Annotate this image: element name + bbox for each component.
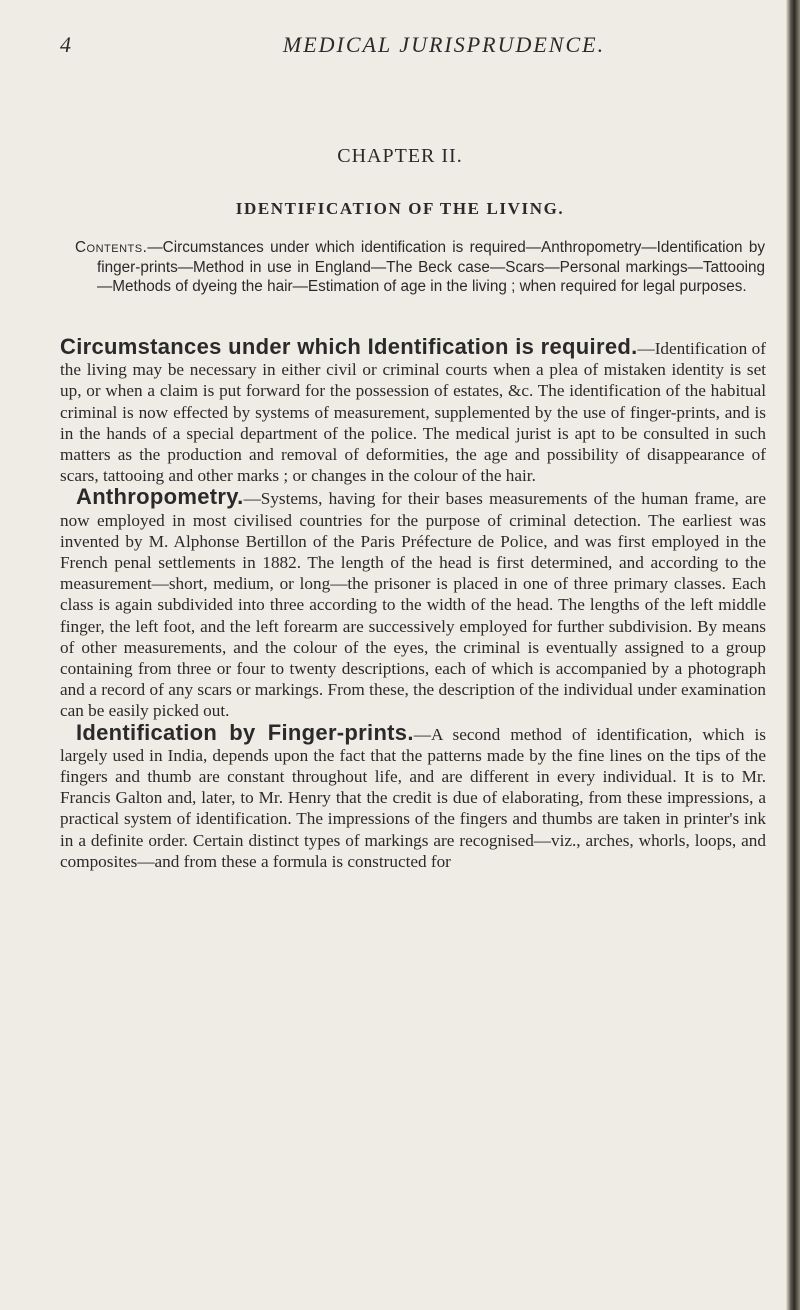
section-paragraph <box>60 719 766 872</box>
running-head <box>60 32 740 62</box>
section-title: Anthropometry. <box>76 484 244 510</box>
section-text: —A second method of identification, which is largely used in India, depends upon the fact that the patterns made by the fine lines on the tips of the fingers and thumb are constant throughout life, and are different in every individual. It is to Mr. Francis Galton and, later, to Mr. Henry that the credit is due of elaborating, from these impressions, a practical system of identification. The impressions of the fingers and thumbs are taken in printer's ink in a definite order. Certain distinct types of markings are recognised—viz., arches, whorls, loops, and composites—and from these a formula is constructed for <box>60 724 766 871</box>
section-text: —Systems, having for their bases measurements of the human frame, are now employed in most civilised countries for the purpose of criminal detection. The earliest was invented by M. Alphonse Bertillon of the Paris Préfecture de Police, and was first employed in the French penal settlements in 1882. The length of the head is first determined, and according to the measurement—short, medium, or long—the prisoner is placed in one of three primary classes. Each class is again subdivided into three according to the width of the head. The lengths of the left middle finger, the left foot, and the left forearm are successively employed for further subdivision. By means of other measurements, and the colour of the eyes, the criminal is eventually assigned to a group containing from three or four to twenty descriptions, each of which is accompanied by a photograph and a record of any scars or markings. From these, the description of the individual under examination can be easily picked out. <box>60 489 766 721</box>
section-paragraph <box>60 336 766 486</box>
page-number: 4 <box>60 32 71 57</box>
contents-label: Contents. <box>75 239 148 256</box>
page-edge-shadow <box>786 0 800 1310</box>
running-title: MEDICAL JURISPRUDENCE. <box>282 32 606 57</box>
section-title: Identification by Finger-prints. <box>76 719 414 745</box>
section-text: —Identification of the living may be necessary in either civil or criminal courts when a plea of mistaken identity is set up, or when a claim is put forward for the possession of estates, &c. The identification of the habitual criminal is now effected by systems of measurement, supplemented by the use of finger-prints, and is in the hands of a special department of the police. The medical jurist is apt to be consulted in such matters as the production and removal of deformities, the age and possibility of disappearance of scars, tattooing and other marks ; or changes in the colour of the hair. <box>60 339 766 486</box>
section-title: Circumstances under which Identification is required. <box>60 334 638 359</box>
chapter-label: CHAPTER II. <box>337 145 463 167</box>
chapter-contents <box>75 238 765 297</box>
section-paragraph <box>60 486 766 721</box>
chapter-heading: IDENTIFICATION OF THE LIVING. <box>235 199 565 218</box>
body-text <box>60 336 766 872</box>
contents-text: —Circumstances under which identification is required—Anthropometry—Identification by finger-prints—Method in use in England—The Beck case—Scars—Personal markings—Tattooing—Methods of dyeing the hair—Estimation of age in the living ; when required for legal purposes. <box>97 239 765 296</box>
